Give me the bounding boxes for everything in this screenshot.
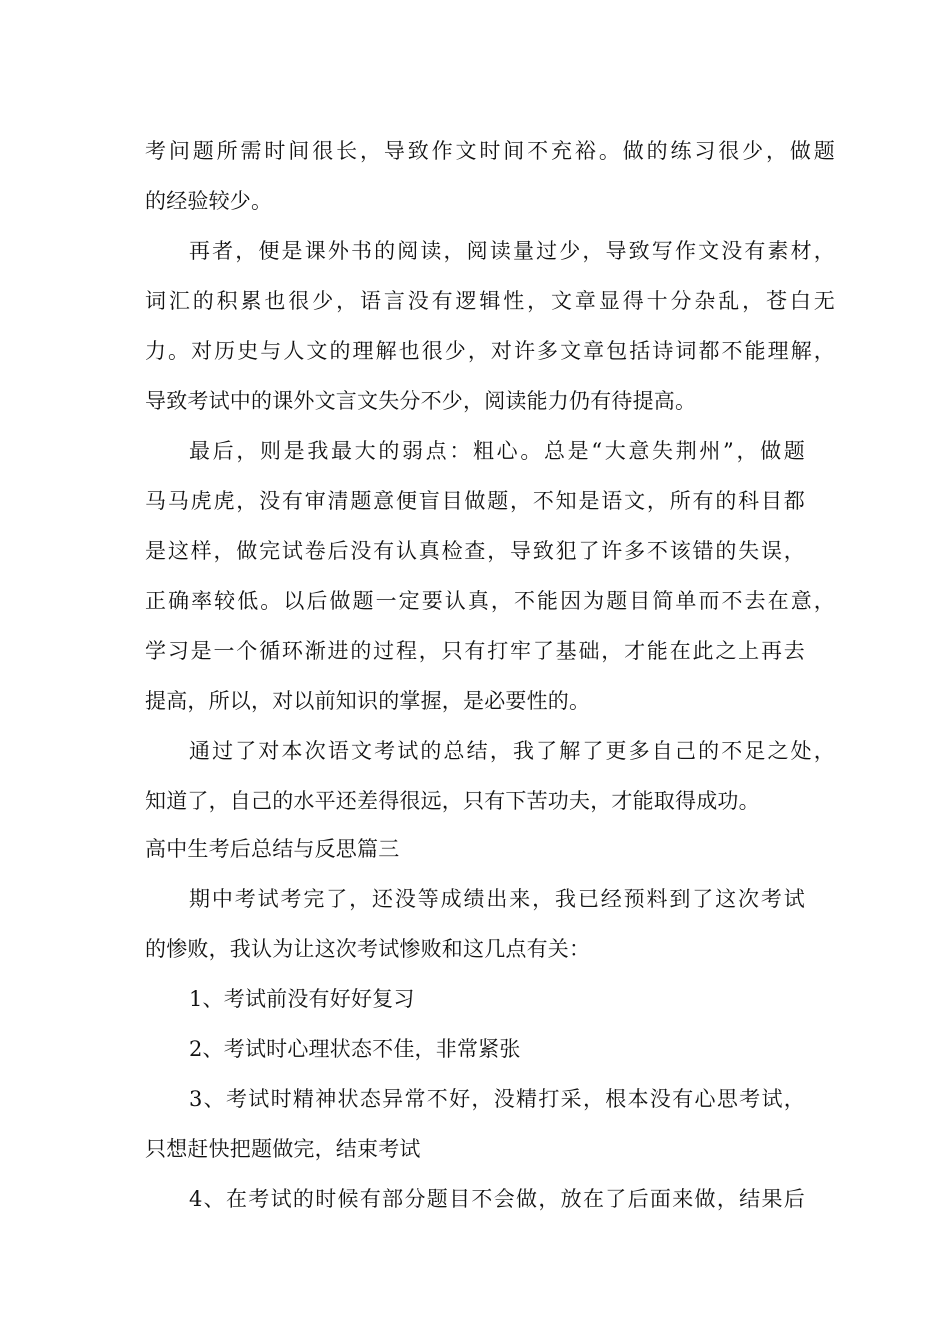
list-item: 2、考试时心理状态不佳，非常紧张	[189, 1037, 521, 1061]
paragraph-start-line: 再者，便是课外书的阅读，阅读量过少，导致写作文没有素材，	[189, 239, 835, 263]
text-line: 导致考试中的课外文言文失分不少，阅读能力仍有待提高。	[145, 389, 697, 413]
text-line: 学习是一个循环渐进的过程，只有打牢了基础，才能在此之上再去	[145, 639, 805, 663]
text-line: 马马虎虎，没有审清题意便盲目做题，不知是语文，所有的科目都	[145, 489, 805, 513]
list-item: 4、在考试的时候有部分题目不会做，放在了后面来做，结果后	[189, 1187, 805, 1211]
text-line: 提高，所以，对以前知识的掌握，是必要性的。	[145, 689, 591, 713]
text-line: 正确率较低。以后做题一定要认真，不能因为题目简单而不去在意，	[145, 589, 835, 613]
section-heading: 高中生考后总结与反思篇三	[145, 837, 400, 861]
text-line: 词汇的积累也很少，语言没有逻辑性，文章显得十分杂乱，苍白无	[145, 289, 835, 313]
paragraph-start-line: 期中考试考完了，还没等成绩出来，我已经预料到了这次考试	[189, 887, 805, 911]
paragraph-start-line: 通过了对本次语文考试的总结，我了解了更多自己的不足之处，	[189, 739, 835, 763]
paragraph-start-line: 最后，则是我最大的弱点：粗心。总是“大意失荆州”，做题	[189, 439, 805, 463]
text-line: 考问题所需时间很长，导致作文时间不充裕。做的练习很少，做题	[145, 139, 835, 163]
text-line: 是这样，做完试卷后没有认真检查，导致犯了许多不该错的失误，	[145, 539, 805, 563]
text-line: 力。对历史与人文的理解也很少，对许多文章包括诗词都不能理解，	[145, 339, 835, 363]
list-item: 1、考试前没有好好复习	[189, 987, 415, 1011]
text-line: 只想赶快把题做完，结束考试	[145, 1137, 421, 1161]
text-line: 的惨败，我认为让这次考试惨败和这几点有关：	[145, 937, 591, 961]
text-line: 知道了，自己的水平还差得很远，只有下苦功夫，才能取得成功。	[145, 789, 760, 813]
list-item: 3、考试时精神状态异常不好，没精打采，根本没有心思考试，	[189, 1087, 805, 1111]
text-line: 的经验较少。	[145, 189, 273, 213]
